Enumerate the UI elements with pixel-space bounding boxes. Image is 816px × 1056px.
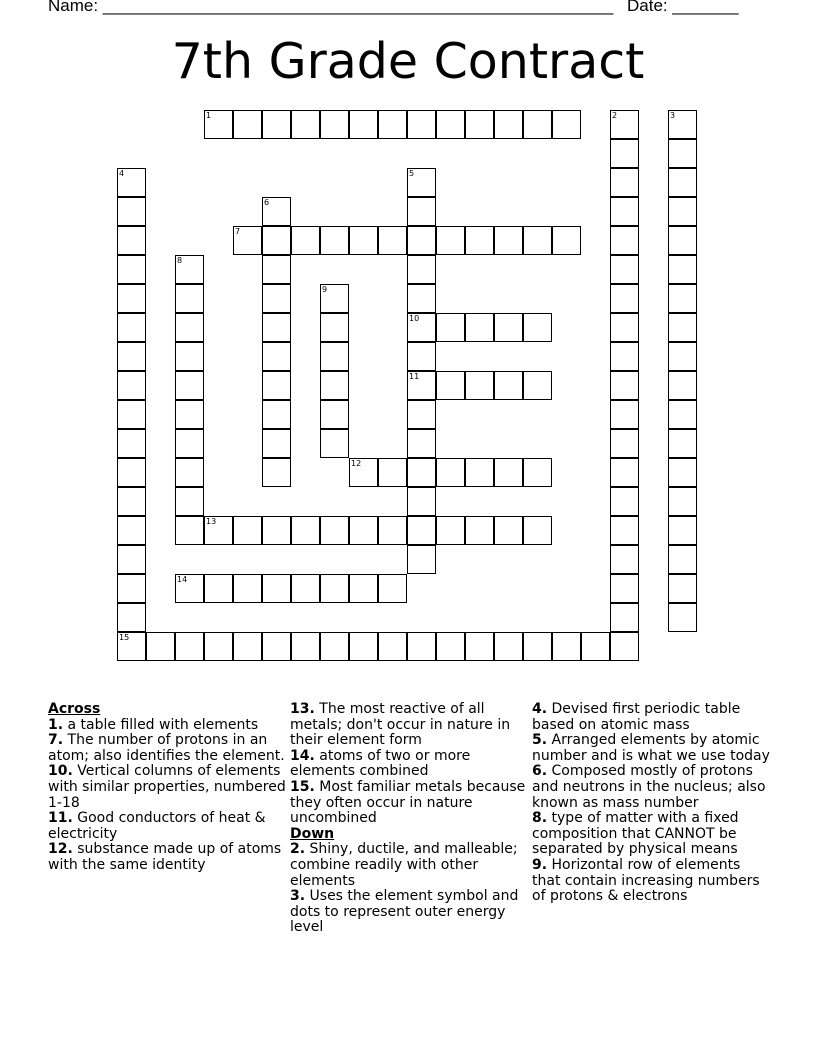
clue-number: 15 <box>290 778 310 795</box>
crossword-cell[interactable] <box>494 371 523 400</box>
crossword-cell[interactable] <box>610 197 639 226</box>
cell-number: 9 <box>322 285 328 294</box>
crossword-cell[interactable] <box>117 400 146 429</box>
crossword-cell[interactable] <box>320 110 349 139</box>
cell-number: 13 <box>206 517 217 526</box>
clue-number: 13 <box>290 701 310 717</box>
crossword-cell[interactable] <box>494 226 523 255</box>
crossword-cell[interactable] <box>262 458 291 487</box>
crossword-cell[interactable] <box>407 226 436 255</box>
clue-across-1: 1. a table filled with elements <box>48 716 259 733</box>
clue-text: Vertical columns of elements with similar properties, numbered 1-18 <box>48 763 286 811</box>
clue-number: 1 <box>48 716 58 733</box>
crossword-cell[interactable] <box>146 632 175 661</box>
crossword-cell[interactable] <box>320 313 349 342</box>
crossword-cell[interactable] <box>407 458 436 487</box>
crossword-cell[interactable] <box>175 400 204 429</box>
crossword-cell[interactable] <box>552 632 581 661</box>
down-heading: Down <box>290 825 335 842</box>
clue-text: Shiny, ductile, and malleable; combine readily with other elements <box>290 841 518 889</box>
crossword-cell[interactable] <box>117 545 146 574</box>
crossword-cell[interactable] <box>494 632 523 661</box>
crossword-cell[interactable] <box>320 371 349 400</box>
crossword-cell[interactable] <box>407 110 436 139</box>
crossword-cell[interactable] <box>320 342 349 371</box>
crossword-cell[interactable] <box>204 574 233 603</box>
clue-number: 10 <box>48 763 68 780</box>
crossword-cell[interactable] <box>610 284 639 313</box>
cell-number: 2 <box>612 111 618 120</box>
page-title: 7th Grade Contract <box>171 33 645 90</box>
clue-number: 4 <box>532 701 542 717</box>
crossword-cell[interactable] <box>494 516 523 545</box>
clue-down-9: 9. Horizontal row of elements that contain increasing numbers of protons & electrons <box>532 856 760 905</box>
crossword-cell[interactable] <box>175 487 204 516</box>
cell-number: 5 <box>409 169 415 178</box>
clue-down-3: 3. Uses the element symbol and dots to represent outer energy level <box>290 888 519 936</box>
crossword-cell[interactable] <box>175 313 204 342</box>
crossword-cell[interactable] <box>407 545 436 574</box>
crossword-cell[interactable] <box>204 632 233 661</box>
crossword-cell[interactable] <box>378 516 407 545</box>
across-heading: Across <box>48 701 101 717</box>
crossword-cell[interactable] <box>320 284 349 313</box>
clue-down-4: 4. Devised first periodic table based on atomic mass <box>532 701 741 733</box>
crossword-cell[interactable] <box>610 255 639 284</box>
crossword-cell[interactable] <box>465 516 494 545</box>
crossword-cell[interactable] <box>262 313 291 342</box>
crossword-cell[interactable] <box>407 168 436 197</box>
crossword-cell[interactable] <box>494 313 523 342</box>
crossword-cell[interactable] <box>668 342 697 371</box>
crossword-cell[interactable] <box>668 574 697 603</box>
crossword-cell[interactable] <box>523 458 552 487</box>
crossword-cell[interactable] <box>610 458 639 487</box>
crossword-cell[interactable] <box>668 458 697 487</box>
crossword-cell[interactable] <box>668 110 697 139</box>
crossword-cell[interactable] <box>320 429 349 458</box>
clue-number: 14 <box>290 747 310 764</box>
crossword-cell[interactable] <box>552 226 581 255</box>
crossword-cell[interactable] <box>262 284 291 313</box>
crossword-cell[interactable] <box>465 226 494 255</box>
crossword-cell[interactable] <box>320 516 349 545</box>
crossword-cell[interactable] <box>320 632 349 661</box>
date-field-label: Date: _______ <box>627 0 739 15</box>
crossword-cell[interactable] <box>262 574 291 603</box>
clue-number: 11 <box>48 810 68 827</box>
crossword-cell[interactable] <box>407 313 436 342</box>
crossword-cell[interactable] <box>233 226 262 255</box>
clue-column-3 <box>532 702 770 905</box>
crossword-cell[interactable] <box>117 284 146 313</box>
crossword-cell[interactable] <box>668 313 697 342</box>
crossword-cell[interactable] <box>378 226 407 255</box>
crossword-cell[interactable] <box>407 342 436 371</box>
crossword-cell[interactable] <box>117 255 146 284</box>
clue-across-14: 14. atoms of two or more elements combined <box>290 747 471 780</box>
crossword-cell[interactable] <box>465 313 494 342</box>
crossword-cell[interactable] <box>262 371 291 400</box>
crossword-cell[interactable] <box>204 110 233 139</box>
crossword-cell[interactable] <box>668 255 697 284</box>
crossword-cell[interactable] <box>117 487 146 516</box>
crossword-cell[interactable] <box>610 429 639 458</box>
clue-text: Composed mostly of protons and neutrons in the nucleus; also known as mass number <box>532 763 766 811</box>
crossword-cell[interactable] <box>349 632 378 661</box>
crossword-cell[interactable] <box>668 371 697 400</box>
crossword-cell[interactable] <box>378 632 407 661</box>
crossword-cell[interactable] <box>291 226 320 255</box>
clue-text: The number of protons in an atom; also identifies the element. <box>48 732 285 764</box>
crossword-cell[interactable] <box>465 458 494 487</box>
crossword-cell[interactable] <box>233 110 262 139</box>
crossword-cell[interactable] <box>175 342 204 371</box>
crossword-cell[interactable] <box>668 400 697 429</box>
cell-number: 15 <box>119 633 130 642</box>
crossword-cell[interactable] <box>175 284 204 313</box>
crossword-cell[interactable] <box>117 603 146 632</box>
crossword-cell[interactable] <box>175 429 204 458</box>
clue-column-1 <box>48 702 286 874</box>
crossword-cell[interactable] <box>668 429 697 458</box>
crossword-cell[interactable] <box>262 342 291 371</box>
crossword-cell[interactable] <box>523 226 552 255</box>
crossword-cell[interactable] <box>262 516 291 545</box>
crossword-cell[interactable] <box>349 574 378 603</box>
clue-number: 2 <box>290 841 300 858</box>
crossword-cell[interactable] <box>436 632 465 661</box>
crossword-cell[interactable] <box>523 632 552 661</box>
crossword-cell[interactable] <box>610 603 639 632</box>
crossword-cell[interactable] <box>233 632 262 661</box>
crossword-cell[interactable] <box>407 371 436 400</box>
crossword-cell[interactable] <box>117 313 146 342</box>
crossword-cell[interactable] <box>262 400 291 429</box>
clue-text: Uses the element symbol and dots to represent outer energy level <box>290 888 519 936</box>
clue-text: Arranged elements by atomic number and is what we use today <box>532 732 770 764</box>
clue-text: Good conductors of heat & electricity <box>48 810 266 842</box>
clue-number: 12 <box>48 841 68 858</box>
cell-number: 12 <box>351 459 362 468</box>
crossword-cell[interactable] <box>407 429 436 458</box>
cell-number: 6 <box>264 198 270 207</box>
crossword-cell[interactable] <box>262 429 291 458</box>
crossword-cell[interactable] <box>610 545 639 574</box>
clue-across-13: 13. The most reactive of all metals; don't occur in nature in their element form <box>290 701 511 749</box>
clue-down-2: 2. Shiny, ductile, and malleable; combine readily with other elements <box>290 841 518 889</box>
crossword-cell[interactable] <box>117 197 146 226</box>
clue-across-11: 11. Good conductors of heat & electricity <box>48 810 266 842</box>
crossword-cell[interactable] <box>349 226 378 255</box>
clue-text: a table filled with elements <box>67 716 259 733</box>
crossword-cell[interactable] <box>407 400 436 429</box>
crossword-cell[interactable] <box>407 487 436 516</box>
crossword-cell[interactable] <box>552 110 581 139</box>
crossword-cell[interactable] <box>523 371 552 400</box>
clue-down-8: 8. type of matter with a fixed composition that CANNOT be separated by physical means <box>532 810 739 858</box>
crossword-cell[interactable] <box>233 574 262 603</box>
crossword-cell[interactable] <box>494 458 523 487</box>
cell-number: 4 <box>119 169 125 178</box>
crossword-cell[interactable] <box>349 458 378 487</box>
crossword-cell[interactable] <box>320 226 349 255</box>
crossword-cell[interactable] <box>233 516 262 545</box>
crossword-cell[interactable] <box>175 371 204 400</box>
crossword-cell[interactable] <box>175 632 204 661</box>
crossword-cell[interactable] <box>581 632 610 661</box>
clue-down-5: 5. Arranged elements by atomic number and is what we use today <box>532 732 770 764</box>
crossword-cell[interactable] <box>668 487 697 516</box>
clue-across-10: 10. Vertical columns of elements with similar properties, numbered 1-18 <box>48 763 286 811</box>
clue-down-6: 6. Composed mostly of protons and neutrons in the nucleus; also known as mass number <box>532 763 766 811</box>
crossword-cell[interactable] <box>610 574 639 603</box>
crossword-cell[interactable] <box>610 400 639 429</box>
crossword-cell[interactable] <box>175 574 204 603</box>
crossword-cell[interactable] <box>291 574 320 603</box>
crossword-cell[interactable] <box>117 168 146 197</box>
crossword-cell[interactable] <box>175 458 204 487</box>
cell-number: 10 <box>409 314 420 323</box>
crossword-cell[interactable] <box>291 110 320 139</box>
crossword-cell[interactable] <box>610 139 639 168</box>
crossword-cell[interactable] <box>407 632 436 661</box>
crossword-cell[interactable] <box>610 168 639 197</box>
clue-number: 5 <box>532 732 542 749</box>
crossword-cell[interactable] <box>610 110 639 139</box>
crossword-cell[interactable] <box>117 371 146 400</box>
crossword-cell[interactable] <box>262 110 291 139</box>
crossword-cell[interactable] <box>668 545 697 574</box>
crossword-cell[interactable] <box>436 371 465 400</box>
clue-text: type of matter with a fixed composition that CANNOT be separated by physical means <box>532 810 739 858</box>
cell-number: 8 <box>177 256 183 265</box>
crossword-cell[interactable] <box>465 371 494 400</box>
crossword-cell[interactable] <box>610 516 639 545</box>
crossword-cell[interactable] <box>610 342 639 371</box>
crossword-cell[interactable] <box>436 226 465 255</box>
crossword-cell[interactable] <box>320 574 349 603</box>
crossword-cell[interactable] <box>668 226 697 255</box>
crossword-cell[interactable] <box>378 574 407 603</box>
crossword-cell[interactable] <box>117 458 146 487</box>
clue-across-15: 15. Most familiar metals because they often occur in nature uncombined <box>290 778 526 827</box>
name-field-label: Name: ______________________________________________________ <box>48 0 614 15</box>
crossword-cell[interactable] <box>262 226 291 255</box>
crossword-cell[interactable] <box>117 342 146 371</box>
clue-text: Most familiar metals because they often occur in nature uncombined <box>290 778 526 827</box>
crossword-cell[interactable] <box>610 487 639 516</box>
crossword-cell[interactable] <box>117 429 146 458</box>
crossword-cell[interactable] <box>610 632 639 661</box>
crossword-cell[interactable] <box>291 516 320 545</box>
crossword-cell[interactable] <box>610 313 639 342</box>
crossword-cell[interactable] <box>465 110 494 139</box>
crossword-cell[interactable] <box>436 313 465 342</box>
crossword-cell[interactable] <box>668 197 697 226</box>
crossword-cell[interactable] <box>291 632 320 661</box>
clue-across-12: 12. substance made up of atoms with the same identity <box>48 841 282 873</box>
crossword-cell[interactable] <box>378 110 407 139</box>
cell-number: 11 <box>409 372 420 381</box>
crossword-cell[interactable] <box>523 516 552 545</box>
crossword-cell[interactable] <box>117 516 146 545</box>
crossword-cell[interactable] <box>610 226 639 255</box>
crossword-cell[interactable] <box>349 516 378 545</box>
crossword-cell[interactable] <box>117 226 146 255</box>
crossword-cell[interactable] <box>494 110 523 139</box>
crossword-cell[interactable] <box>523 313 552 342</box>
crossword-cell[interactable] <box>465 632 494 661</box>
crossword-cell[interactable] <box>320 400 349 429</box>
clue-text: atoms of two or more elements combined <box>290 747 471 780</box>
crossword-cell[interactable] <box>262 197 291 226</box>
crossword-cell[interactable] <box>610 371 639 400</box>
crossword-cell[interactable] <box>407 197 436 226</box>
clue-number: 6 <box>532 763 542 780</box>
clue-across-7: 7. The number of protons in an atom; also identifies the element. <box>48 732 285 764</box>
crossword-cell[interactable] <box>668 516 697 545</box>
crossword-cell[interactable] <box>262 255 291 284</box>
cell-number: 7 <box>235 227 241 236</box>
crossword-cell[interactable] <box>175 516 204 545</box>
crossword-cell[interactable] <box>436 458 465 487</box>
clue-number: 8 <box>532 810 542 827</box>
crossword-cell[interactable] <box>378 458 407 487</box>
clue-number: 9 <box>532 856 542 873</box>
cell-number: 3 <box>670 111 676 120</box>
crossword-cell[interactable] <box>262 632 291 661</box>
cell-number: 14 <box>177 575 188 584</box>
clue-number: 3 <box>290 888 300 905</box>
crossword-cell[interactable] <box>407 255 436 284</box>
clue-text: Devised first periodic table based on atomic mass <box>532 701 741 733</box>
crossword-cell[interactable] <box>668 603 697 632</box>
crossword-cell[interactable] <box>117 632 146 661</box>
crossword-cell[interactable] <box>436 516 465 545</box>
clue-text: Horizontal row of elements that contain increasing numbers of protons & electrons <box>532 856 760 905</box>
crossword-cell[interactable] <box>668 168 697 197</box>
crossword-cell[interactable] <box>349 110 378 139</box>
clue-text: The most reactive of all metals; don't occur in nature in their element form <box>290 701 511 749</box>
crossword-cell[interactable] <box>175 255 204 284</box>
crossword-cell[interactable] <box>668 284 697 313</box>
crossword-cell[interactable] <box>668 139 697 168</box>
cell-number: 1 <box>206 111 212 120</box>
crossword-cell[interactable] <box>407 516 436 545</box>
crossword-cell[interactable] <box>407 284 436 313</box>
crossword-cell[interactable] <box>436 110 465 139</box>
clue-number: 7 <box>48 732 58 749</box>
crossword-cell[interactable] <box>204 516 233 545</box>
clue-column-2 <box>290 702 528 936</box>
crossword-cell[interactable] <box>117 574 146 603</box>
crossword-cell[interactable] <box>523 110 552 139</box>
clue-text: substance made up of atoms with the same identity <box>48 841 282 873</box>
